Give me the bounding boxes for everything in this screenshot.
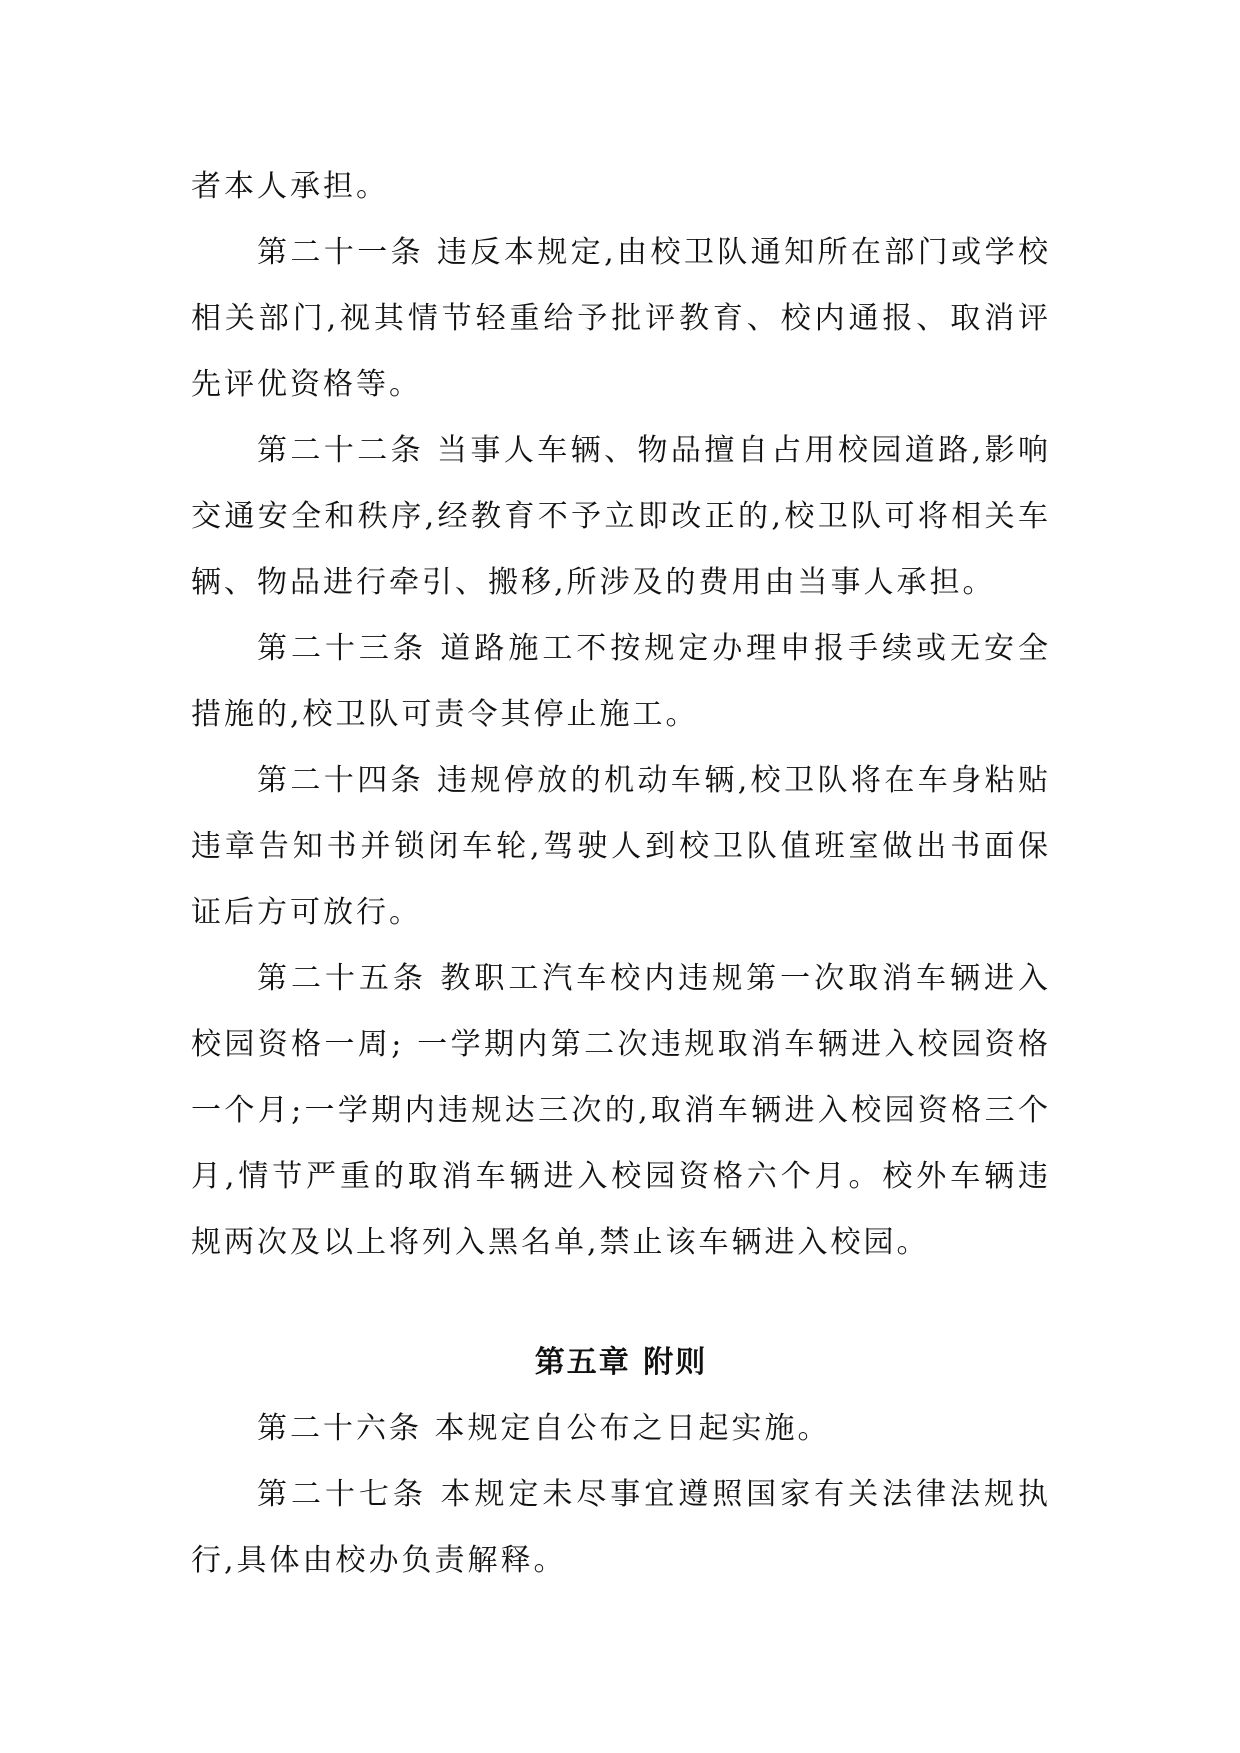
article-23: 第二十三条 道路施工不按规定办理申报手续或无安全措施的,校卫队可责令其停止施工。: [191, 631, 1051, 732]
article-22: 第二十二条 当事人车辆、物品擅自占用校园道路,影响交通安全和秩序,经教育不予立即改正的,校卫队可将相关车辆、物品进行牵引、搬移,所涉及的费用由当事人承担。: [191, 433, 1051, 600]
article-26: 第二十六条 本规定自公布之日起实施。: [257, 1411, 831, 1446]
document-page: [191, 154, 1051, 1594]
article-25: 第二十五条 教职工汽车校内违规第一次取消车辆进入校园资格一周; 一学期内第二次违规取消车辆进入校园资格一个月;一学期内违规达三次的,取消车辆进入校园资格三个月,情节严重的取消车辆进入校园资格六个月。校外车辆违规两次及以上将列入黑名单,禁止该车辆进入校园。: [191, 961, 1051, 1260]
article-24: 第二十四条 违规停放的机动车辆,校卫队将在车身粘贴违章告知书并锁闭车轮,驾驶人到校卫队值班室做出书面保证后方可放行。: [191, 763, 1051, 930]
chapter-heading: 第五章 附则: [534, 1345, 708, 1380]
article-21: 第二十一条 违反本规定,由校卫队通知所在部门或学校相关部门,视其情节轻重给予批评教育、校内通报、取消评先评优资格等。: [191, 235, 1051, 402]
article-27: 第二十七条 本规定未尽事宜遵照国家有关法律法规执行,具体由校办负责解释。: [191, 1477, 1051, 1578]
paragraph-continuation: 者本人承担。: [191, 169, 389, 204]
